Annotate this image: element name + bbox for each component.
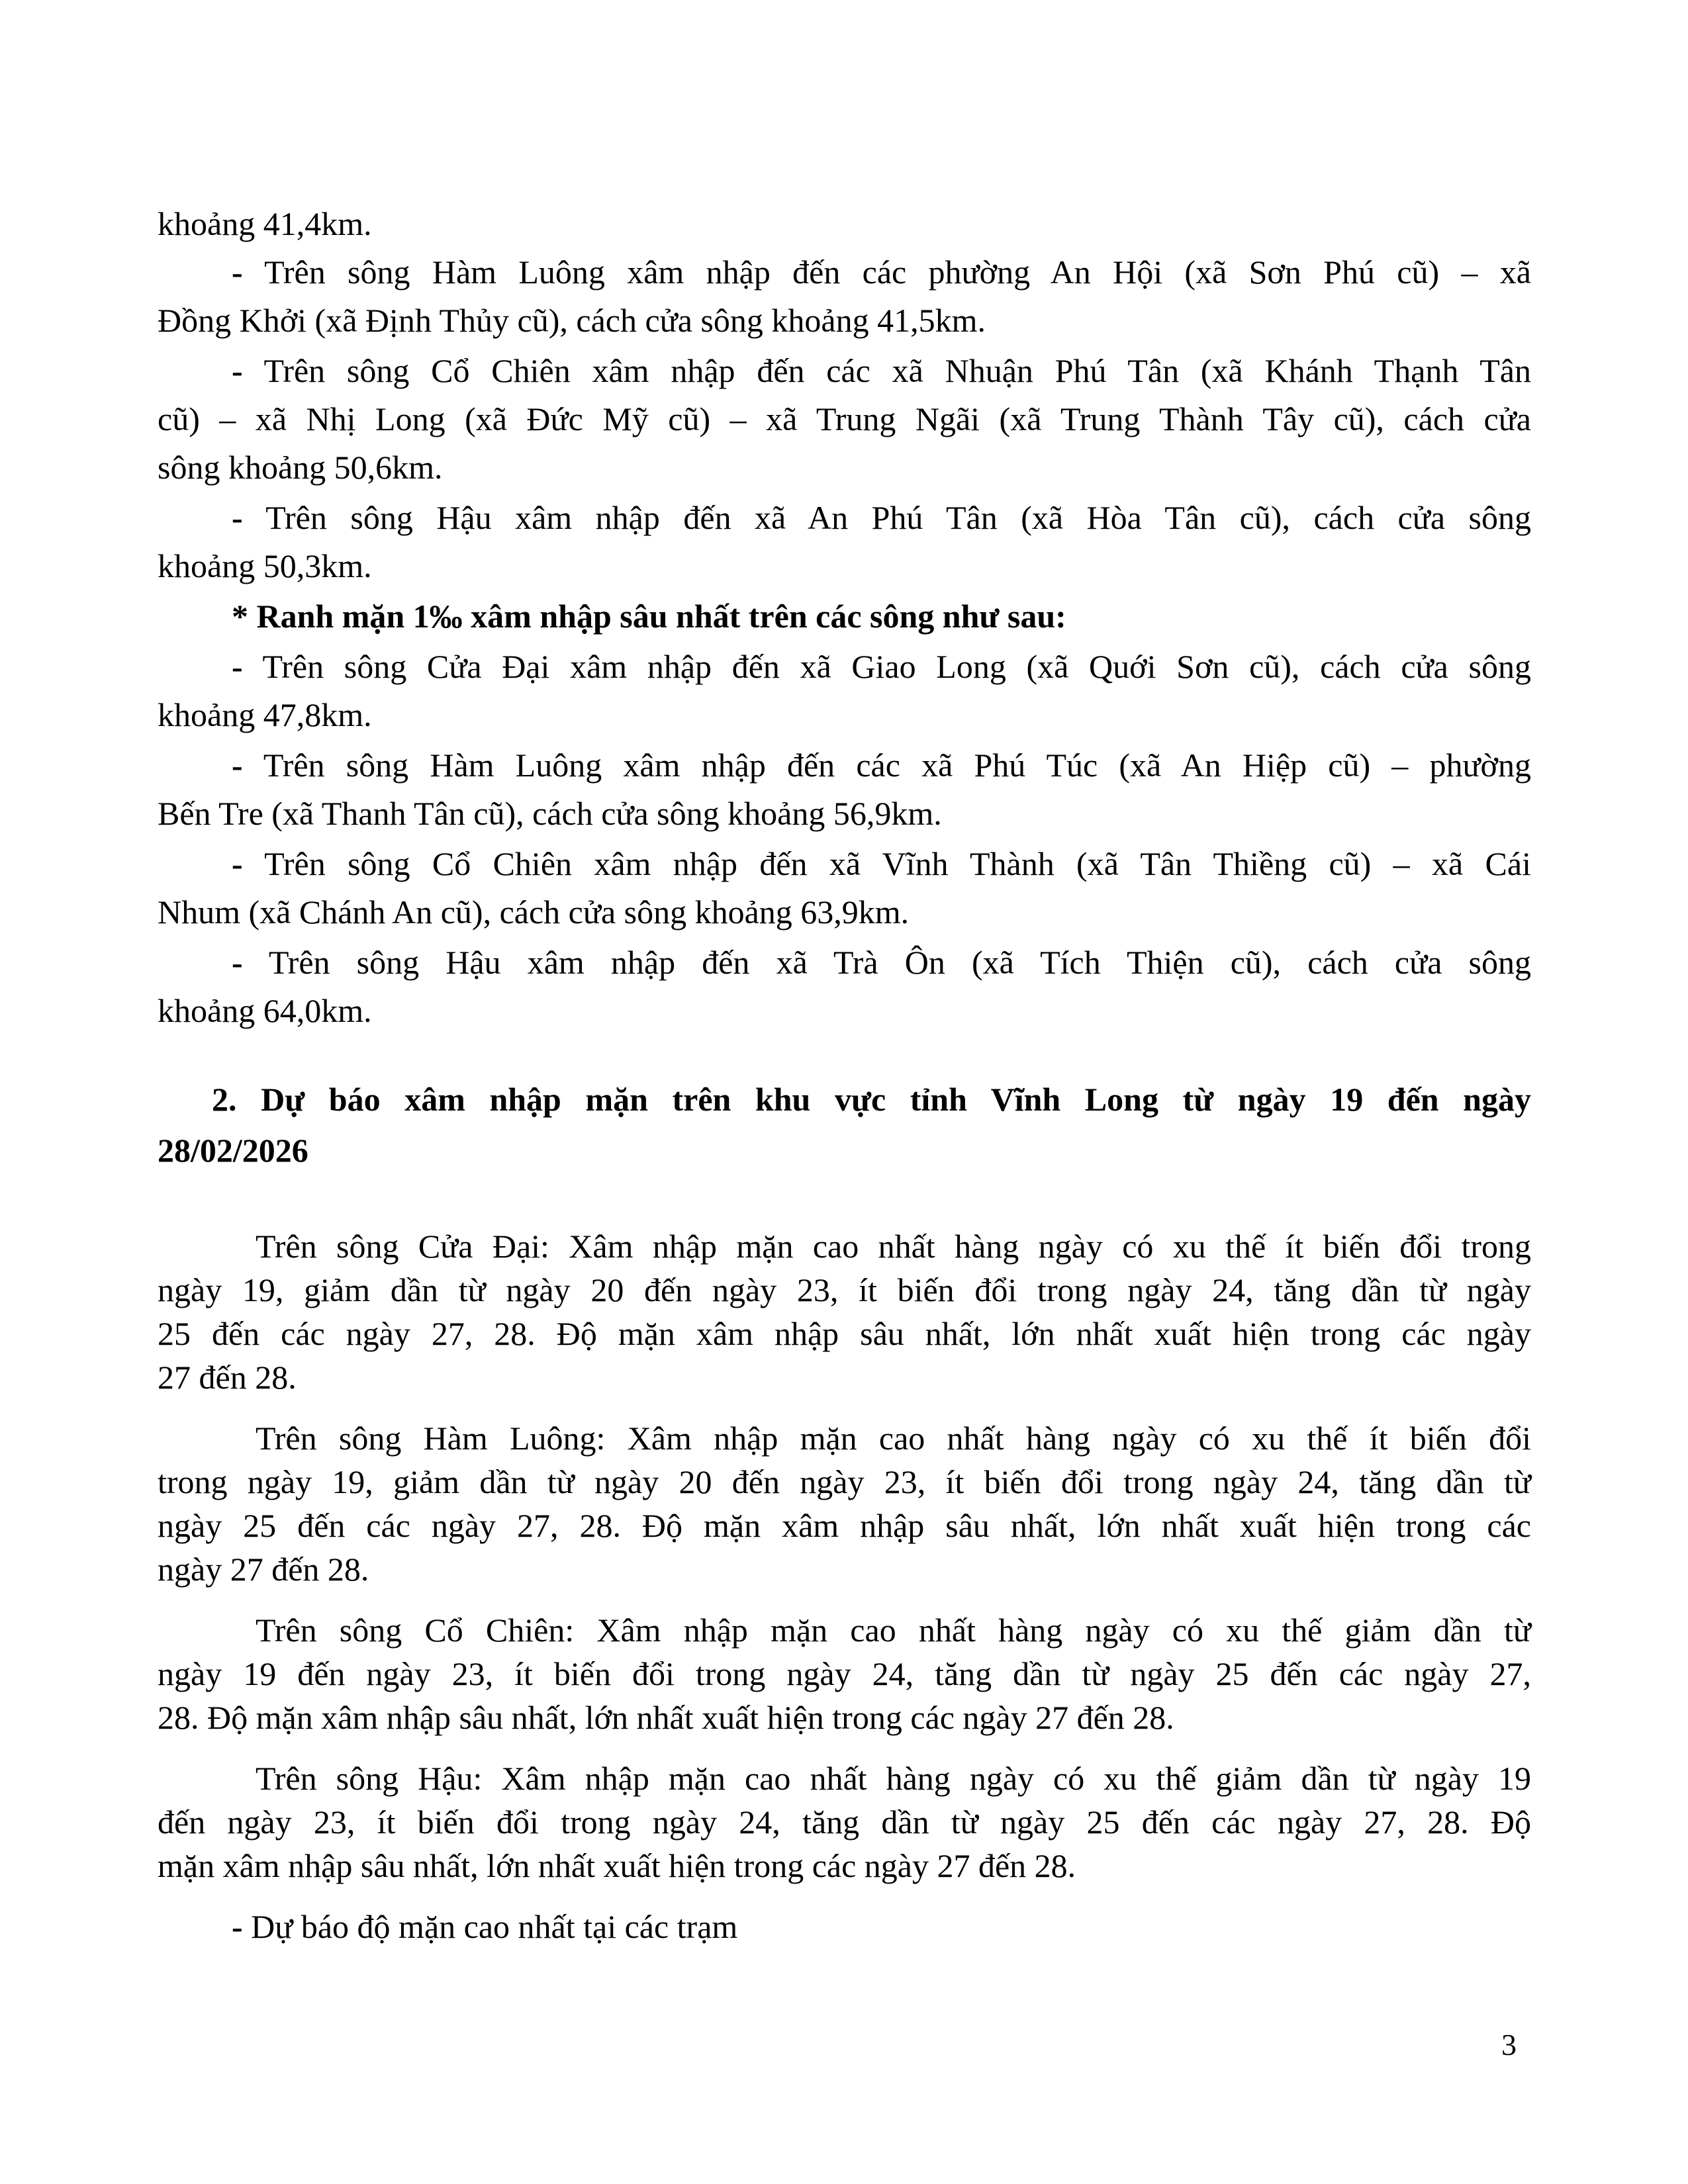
document-page: [158, 0, 1531, 2184]
paragraph-line: trong ngày 19, giảm dần từ ngày 20 đến ngày 23, ít biến đổi trong ngày 24, tăng dần từ: [158, 1463, 1531, 1500]
bullet-dash: -: [232, 944, 243, 981]
paragraph-line: ngày 25 đến các ngày 27, 28. Độ mặn xâm nhập sâu nhất, lớn nhất xuất hiện trong các: [158, 1507, 1531, 1544]
bullet-line: [158, 743, 1531, 787]
section-heading-date: 28/02/2026: [158, 1132, 308, 1169]
text-line: khoảng 64,0km.: [158, 992, 372, 1029]
bullet-dash: -: [232, 253, 243, 291]
paragraph-line: Trên sông Hậu: Xâm nhập mặn cao nhất hàng ngày có xu thế giảm dần từ ngày 19: [256, 1760, 1531, 1797]
paragraph-line: Trên sông Cửa Đại: Xâm nhập mặn cao nhất hàng ngày có xu thế ít biến đổi trong: [256, 1228, 1531, 1265]
bullet-text: Trên sông Cổ Chiên xâm nhập đến xã Vĩnh Thành (xã Tân Thiềng cũ) – xã Cái: [264, 845, 1531, 882]
bullet-line: [158, 496, 1531, 539]
paragraph-line: ngày 19 đến ngày 23, ít biến đổi trong ngày 24, tăng dần từ ngày 25 đến các ngày 27,: [158, 1655, 1531, 1692]
bullet-line: [158, 645, 1531, 688]
bullet-dash: -: [232, 499, 243, 536]
bullet-text: Trên sông Cửa Đại xâm nhập đến xã Giao Long (xã Quới Sơn cũ), cách cửa sông: [262, 648, 1531, 685]
paragraph-line: đến ngày 23, ít biến đổi trong ngày 24, tăng dần từ ngày 25 đến các ngày 27, 28. Độ: [158, 1803, 1531, 1841]
paragraph-line: 27 đến 28.: [158, 1359, 297, 1396]
text-line: khoảng 41,4km.: [158, 205, 372, 242]
text-line: sông khoảng 50,6km.: [158, 449, 443, 486]
bullet-line: [158, 940, 1531, 984]
bullet-dash: -: [232, 845, 243, 882]
bullet-dash: -: [232, 352, 243, 389]
text-line: cũ) – xã Nhị Long (xã Đức Mỹ cũ) – xã Trung Ngãi (xã Trung Thành Tây cũ), cách cửa: [158, 400, 1531, 437]
bullet-text: Trên sông Cổ Chiên xâm nhập đến các xã Nhuận Phú Tân (xã Khánh Thạnh Tân: [263, 352, 1531, 389]
bullet-text: Trên sông Hậu xâm nhập đến xã Trà Ôn (xã Tích Thiện cũ), cách cửa sông: [268, 944, 1531, 981]
paragraph-line: ngày 19, giảm dần từ ngày 20 đến ngày 23, ít biến đổi trong ngày 24, tăng dần từ ngày: [158, 1271, 1531, 1308]
paragraph-line: 28. Độ mặn xâm nhập sâu nhất, lớn nhất xuất hiện trong các ngày 27 đến 28.: [158, 1699, 1174, 1736]
bullet-line: [158, 349, 1531, 392]
subheading: * Ranh mặn 1‰ xâm nhập sâu nhất trên các sông như sau:: [232, 598, 1066, 635]
bullet-text: Dự báo độ mặn cao nhất tại các trạm: [251, 1908, 738, 1945]
bullet-line: [158, 250, 1531, 294]
bullet-dash: -: [232, 747, 243, 784]
paragraph-line: mặn xâm nhập sâu nhất, lớn nhất xuất hiện trong các ngày 27 đến 28.: [158, 1847, 1076, 1884]
paragraph-line: Trên sông Cổ Chiên: Xâm nhập mặn cao nhất hàng ngày có xu thế giảm dần từ: [256, 1612, 1531, 1649]
bullet-dash: -: [232, 1908, 243, 1945]
text-line: Nhum (xã Chánh An cũ), cách cửa sông khoảng 63,9km.: [158, 893, 910, 931]
text-line: Bến Tre (xã Thanh Tân cũ), cách cửa sông khoảng 56,9km.: [158, 795, 942, 832]
bullet-text: Trên sông Hàm Luông xâm nhập đến các phường An Hội (xã Sơn Phú cũ) – xã: [264, 253, 1531, 291]
text-line: khoảng 47,8km.: [158, 696, 372, 733]
paragraph-line: ngày 27 đến 28.: [158, 1551, 369, 1588]
text-line: Đồng Khởi (xã Định Thủy cũ), cách cửa sông khoảng 41,5km.: [158, 302, 986, 339]
paragraph-line: 25 đến các ngày 27, 28. Độ mặn xâm nhập sâu nhất, lớn nhất xuất hiện trong các ngày: [158, 1315, 1531, 1352]
bullet-text: Trên sông Hậu xâm nhập đến xã An Phú Tân (xã Hòa Tân cũ), cách cửa sông: [265, 499, 1531, 536]
bullet-line: [158, 842, 1531, 886]
text-line: khoảng 50,3km.: [158, 547, 372, 584]
section-heading: 2. Dự báo xâm nhập mặn trên khu vực tỉnh Vĩnh Long từ ngày 19 đến ngày: [212, 1081, 1531, 1118]
paragraph-line: Trên sông Hàm Luông: Xâm nhập mặn cao nhất hàng ngày có xu thế ít biến đổi: [256, 1420, 1531, 1457]
page-number: 3: [1501, 2028, 1517, 2062]
bullet-text: Trên sông Hàm Luông xâm nhập đến các xã Phú Túc (xã An Hiệp cũ) – phường: [263, 747, 1531, 784]
bullet-dash: -: [232, 648, 243, 685]
bullet-line: [158, 1905, 1531, 1948]
